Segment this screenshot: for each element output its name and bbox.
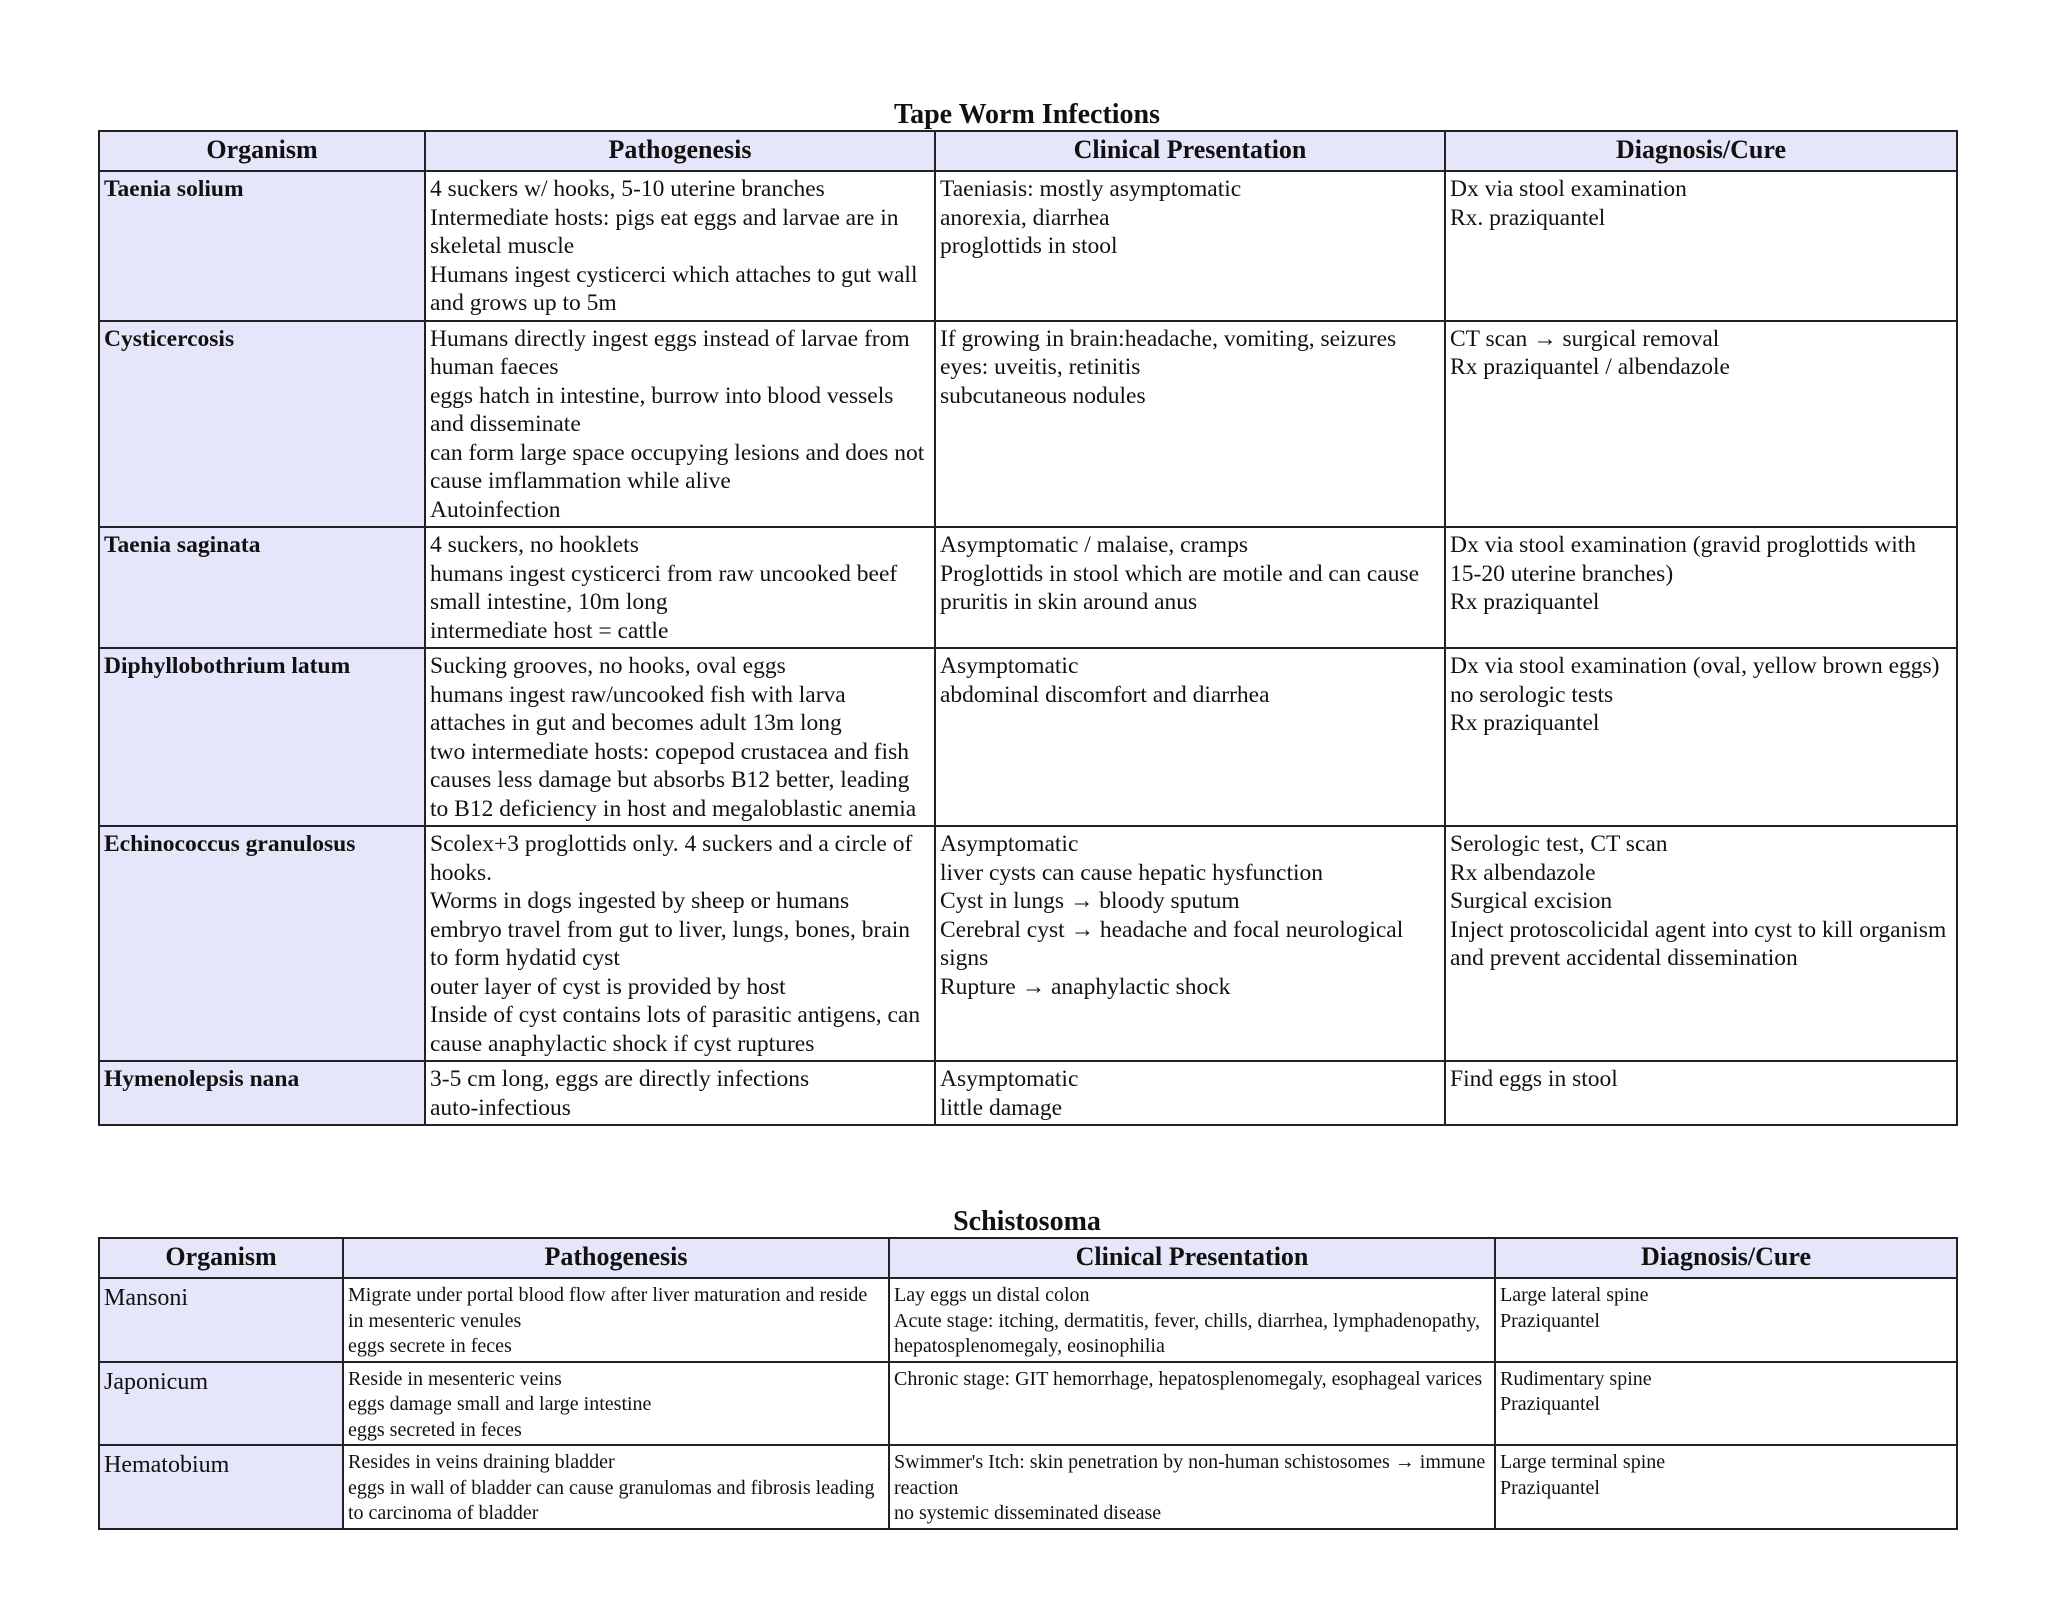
pathogenesis-cell [425, 527, 935, 648]
cell-line: eggs damage small and large intestine [348, 1393, 652, 1415]
cell-line: Surgical excision [1450, 888, 1613, 914]
table-row [99, 527, 1957, 648]
pathogenesis-cell [343, 1278, 889, 1362]
schistosoma-section [98, 1207, 1956, 1530]
table-row [99, 1362, 1957, 1446]
organism-cell: Mansoni [99, 1278, 343, 1362]
column-header: Clinical Presentation [889, 1238, 1495, 1278]
organism-cell: Hematobium [99, 1445, 343, 1529]
cell-line: eyes: uveitis, retinitis [940, 354, 1141, 380]
pathogenesis-cell [343, 1362, 889, 1446]
clinical-cell [935, 321, 1445, 528]
cell-line: Acute stage: itching, dermatitis, fever, chills, diarrhea, lymphadenopathy, hepatosplenomegaly, eosinophilia [894, 1309, 1481, 1357]
cell-line: Rx. praziquantel [1450, 204, 1606, 231]
cell-line: Serologic test, CT scan [1450, 831, 1668, 857]
organism-cell: Hymenolepsis nana [99, 1061, 425, 1125]
cell-line: no systemic disseminated disease [894, 1502, 1162, 1524]
cell-line: CT scan → surgical removal [1450, 325, 1720, 352]
cell-line: Asymptomatic [940, 653, 1079, 679]
clinical-cell [935, 1061, 1445, 1125]
cell-line: Proglottids in stool which are motile and can cause pruritis in skin around anus [940, 560, 1420, 615]
cell-line: Inside of cyst contains lots of parasitic antigens, can cause anaphylactic shock if cyst ruptures [430, 1002, 921, 1057]
cell-line: anorexia, diarrhea [940, 204, 1110, 231]
cell-line: subcutaneous nodules [940, 382, 1146, 409]
cell-line: embryo travel from gut to liver, lungs, bones, brain to form hydatid cyst [430, 916, 911, 971]
cell-line: Reside in mesenteric veins [348, 1367, 562, 1390]
organism-cell: Taenia solium [99, 171, 425, 321]
cell-line: attaches in gut and becomes adult 13m long [430, 710, 842, 736]
cell-line: Praziquantel [1500, 1393, 1600, 1415]
table-row [99, 321, 1957, 528]
cell-line: eggs secreted in feces [348, 1418, 522, 1441]
cell-line: Large terminal spine [1500, 1451, 1666, 1473]
cell-line: Dx via stool examination [1450, 176, 1687, 202]
cell-line: little damage [940, 1094, 1063, 1121]
cell-line: If growing in brain:headache, vomiting, seizures [940, 325, 1397, 352]
cell-line: Asymptomatic [940, 1066, 1079, 1092]
cell-line: Rupture → anaphylactic shock [940, 973, 1231, 1000]
cell-line: Chronic stage: GIT hemorrhage, hepatosplenomegaly, esophageal varices [894, 1367, 1483, 1390]
tapeworm-header-row [99, 131, 1957, 171]
cell-line: Autoinfection [430, 496, 561, 523]
cell-line: 4 suckers w/ hooks, 5-10 uterine branches [430, 176, 825, 202]
organism-cell: Taenia saginata [99, 527, 425, 648]
cell-line: Scolex+3 proglottids only. 4 suckers and a circle of hooks. [430, 831, 913, 886]
cell-line: Rx praziquantel [1450, 710, 1600, 736]
cell-line: Rx praziquantel / albendazole [1450, 354, 1730, 380]
clinical-cell [935, 527, 1445, 648]
diagnosis-cell [1445, 648, 1957, 826]
cell-line: 3-5 cm long, eggs are directly infections [430, 1066, 810, 1092]
cell-line: Worms in dogs ingested by sheep or humans [430, 888, 850, 914]
diagnosis-cell [1445, 826, 1957, 1061]
cell-line: Large lateral spine [1500, 1284, 1649, 1306]
column-header: Diagnosis/Cure [1495, 1238, 1957, 1278]
cell-line: liver cysts can cause hepatic hysfunction [940, 859, 1324, 886]
clinical-cell [889, 1278, 1495, 1362]
organism-cell: Japonicum [99, 1362, 343, 1446]
table-row [99, 1278, 1957, 1362]
cell-line: Intermediate hosts: pigs eat eggs and larvae are in skeletal muscle [430, 204, 899, 259]
table-row [99, 171, 1957, 321]
pathogenesis-cell [425, 321, 935, 528]
cell-line: Cerebral cyst → headache and focal neurological signs [940, 916, 1404, 971]
cell-line: Humans ingest cysticerci which attaches to gut wall and grows up to 5m [430, 261, 918, 316]
column-header: Organism [99, 1238, 343, 1278]
diagnosis-cell [1445, 527, 1957, 648]
cell-line: auto-infectious [430, 1094, 571, 1121]
cell-line: Praziquantel [1500, 1476, 1600, 1499]
organism-cell: Diphyllobothrium latum [99, 648, 425, 826]
cell-line: Rudimentary spine [1500, 1367, 1652, 1390]
cell-line: Inject protoscolicidal agent into cyst to kill organism and prevent accidental dissemination [1450, 916, 1947, 971]
clinical-cell [889, 1362, 1495, 1446]
cell-line: Praziquantel [1500, 1309, 1600, 1332]
tapeworm-table [98, 130, 1958, 1126]
cell-line: Sucking grooves, no hooks, oval eggs [430, 653, 786, 679]
cell-line: causes less damage but absorbs B12 better, leading to B12 deficiency in host and megaloblastic anemia [430, 767, 917, 822]
cell-line: Asymptomatic / malaise, cramps [940, 532, 1249, 558]
cell-line: proglottids in stool [940, 233, 1118, 259]
cell-line: Cyst in lungs → bloody sputum [940, 888, 1240, 914]
cell-line: no serologic tests [1450, 681, 1614, 708]
cell-line: Asymptomatic [940, 831, 1079, 857]
cell-line: Resides in veins draining bladder [348, 1451, 615, 1473]
organism-cell: Echinococcus granulosus [99, 826, 425, 1061]
cell-line: humans ingest raw/uncooked fish with larva [430, 681, 846, 708]
diagnosis-cell [1445, 321, 1957, 528]
cell-line: eggs secrete in feces [348, 1335, 512, 1357]
cell-line: abdominal discomfort and diarrhea [940, 681, 1270, 708]
pathogenesis-cell [425, 1061, 935, 1125]
column-header: Pathogenesis [425, 131, 935, 171]
cell-line: can form large space occupying lesions and does not cause imflammation while alive [430, 439, 925, 494]
schistosoma-title: Schistosoma [953, 1206, 1101, 1237]
clinical-cell [935, 171, 1445, 321]
clinical-cell [935, 648, 1445, 826]
column-header: Diagnosis/Cure [1445, 131, 1957, 171]
cell-line: intermediate host = cattle [430, 617, 669, 644]
cell-line: two intermediate hosts: copepod crustacea and fish [430, 738, 909, 765]
cell-line: small intestine, 10m long [430, 589, 668, 615]
tapeworm-title: Tape Worm Infections [893, 99, 1161, 130]
schistosoma-header-row [99, 1238, 1957, 1278]
cell-line: eggs in wall of bladder can cause granulomas and fibrosis leading to carcinoma of bladder [348, 1476, 875, 1524]
cell-line: Dx via stool examination (gravid proglottids with 15-20 uterine branches) [1450, 532, 1917, 587]
column-header: Organism [99, 131, 425, 171]
cell-line: humans ingest cysticerci from raw uncooked beef [430, 560, 898, 587]
pathogenesis-cell [425, 648, 935, 826]
pathogenesis-cell [343, 1445, 889, 1529]
cell-line: outer layer of cyst is provided by host [430, 973, 786, 1000]
diagnosis-cell [1495, 1278, 1957, 1362]
cell-line: Rx albendazole [1450, 859, 1596, 886]
organism-cell: Cysticercosis [99, 321, 425, 528]
cell-line: Swimmer's Itch: skin penetration by non-human schistosomes → immune reaction [894, 1451, 1486, 1499]
schistosoma-table [98, 1237, 1958, 1530]
diagnosis-cell [1495, 1362, 1957, 1446]
cell-line: Dx via stool examination (oval, yellow brown eggs) [1450, 653, 1940, 679]
table-row [99, 648, 1957, 826]
pathogenesis-cell [425, 171, 935, 321]
cell-line: Humans directly ingest eggs instead of larvae from human faeces [430, 325, 910, 380]
diagnosis-cell [1445, 1061, 1957, 1125]
column-header: Clinical Presentation [935, 131, 1445, 171]
column-header: Pathogenesis [343, 1238, 889, 1278]
table-row [99, 1061, 1957, 1125]
table-row [99, 826, 1957, 1061]
diagnosis-cell [1495, 1445, 1957, 1529]
table-row [99, 1445, 1957, 1529]
clinical-cell [935, 826, 1445, 1061]
diagnosis-cell [1445, 171, 1957, 321]
cell-line: Lay eggs un distal colon [894, 1284, 1090, 1306]
tapeworm-section [98, 100, 1956, 1126]
pathogenesis-cell [425, 826, 935, 1061]
cell-line: Taeniasis: mostly asymptomatic [940, 176, 1242, 202]
cell-line: Migrate under portal blood flow after liver maturation and reside in mesenteric venules [348, 1284, 868, 1332]
cell-line: Find eggs in stool [1450, 1066, 1618, 1092]
cell-line: eggs hatch in intestine, burrow into blood vessels and disseminate [430, 382, 894, 437]
clinical-cell [889, 1445, 1495, 1529]
cell-line: 4 suckers, no hooklets [430, 532, 639, 558]
cell-line: Rx praziquantel [1450, 589, 1600, 615]
